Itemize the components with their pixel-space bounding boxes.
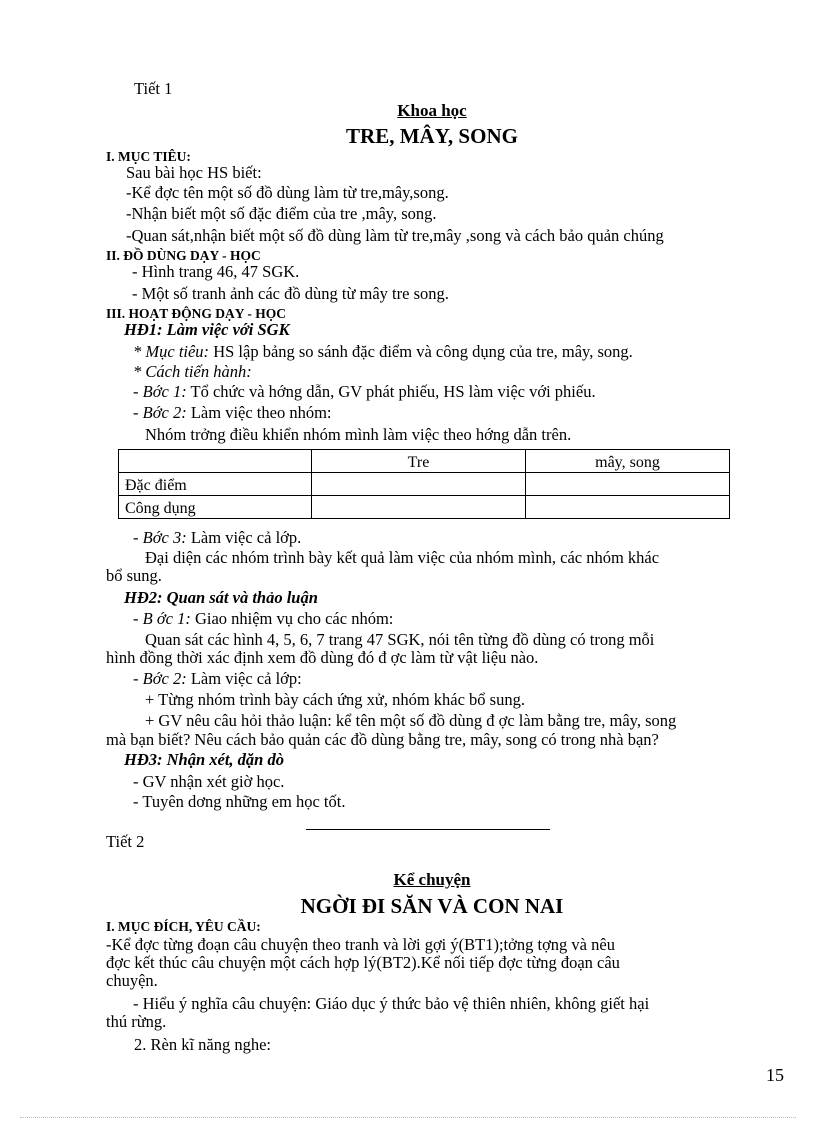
- period-label: Tiết 1: [134, 79, 173, 98]
- text-line: - Bớc 1: Tổ chức và hớng dẫn, GV phát phiếu, HS làm việc với phiếu.: [133, 382, 596, 401]
- table-cell: Đặc điểm: [119, 473, 312, 496]
- section-heading: I. MỤC ĐÍCH, YÊU CẦU:: [106, 919, 261, 934]
- text-line: -Kể đợc từng đoạn câu chuyện theo tranh và lời gợi ý(BT1);tởng tợng và nêu: [106, 935, 615, 954]
- text-line: + GV nêu câu hỏi thảo luận: kể tên một số đồ dùng đ ợc làm bằng tre, mây, song: [145, 711, 677, 730]
- text-line: Sau bài học HS biết:: [126, 163, 262, 182]
- activity-heading: HĐ1: Làm việc với SGK: [124, 320, 290, 339]
- table-cell: [312, 496, 526, 519]
- table-header-cell: mây, song: [526, 450, 730, 473]
- section-heading: III. HOẠT ĐỘNG DẠY - HỌC: [106, 306, 287, 321]
- table-cell: [526, 473, 730, 496]
- page-number: 15: [766, 1065, 784, 1085]
- text-line: -Quan sát,nhận biết một số đồ dùng làm từ tre,mây ,song và cách bảo quản chúng: [126, 226, 664, 245]
- text-line: * Cách tiến hành:: [133, 362, 252, 381]
- subject-title: Khoa học: [397, 101, 467, 120]
- table-header-cell: Tre: [312, 450, 526, 473]
- text-line: đợc kết thúc câu chuyện một cách hợp lý(BT2).Kể nối tiếp đợc từng đoạn câu: [106, 953, 620, 972]
- footer-divider: [20, 1117, 796, 1118]
- text-line: -Nhận biết một số đặc điểm của tre ,mây, song.: [126, 204, 437, 223]
- text-line: - GV nhận xét giờ học.: [133, 772, 285, 791]
- period-label: Tiết 2: [106, 832, 145, 851]
- text-line: thú rừng.: [106, 1012, 167, 1031]
- text-line: - Tuyên dơng những em học tốt.: [133, 792, 346, 811]
- text-line: - Một số tranh ảnh các đồ dùng từ mây tre song.: [132, 284, 449, 303]
- activity-heading: HĐ3: Nhận xét, dặn dò: [124, 750, 284, 769]
- activity-heading: HĐ2: Quan sát và thảo luận: [124, 588, 318, 607]
- table-row: [119, 496, 730, 519]
- lesson-title: TRE, MÂY, SONG: [346, 124, 518, 148]
- text-line: - Bớc 3: Làm việc cả lớp.: [133, 528, 302, 547]
- text-line: Nhóm trởng điều khiển nhóm mình làm việc theo hớng dẫn trên.: [145, 425, 572, 444]
- section-divider: [306, 829, 550, 830]
- table-cell: [312, 473, 526, 496]
- table-header-cell: [119, 450, 312, 473]
- section-heading: II. ĐỒ DÙNG DẠY - HỌC: [106, 248, 261, 263]
- text-line: * Mục tiêu: HS lập bảng so sánh đặc điểm và công dụng của tre, mây, song.: [133, 342, 633, 361]
- text-line: bổ sung.: [106, 566, 162, 585]
- table-header-row: [119, 450, 730, 473]
- text-line: mà bạn biết? Nêu cách bảo quản các đồ dùng bằng tre, mây, song có trong nhà bạn?: [106, 730, 659, 749]
- comparison-table: [118, 449, 730, 519]
- table-cell: Công dụng: [119, 496, 312, 519]
- section-heading: I. MỤC TIÊU:: [106, 149, 191, 164]
- table-cell: [526, 496, 730, 519]
- text-line: Đại diện các nhóm trình bày kết quả làm việc của nhóm mình, các nhóm khác: [145, 548, 660, 567]
- text-line: - Hình trang 46, 47 SGK.: [132, 262, 300, 281]
- text-line: 2. Rèn kĩ năng nghe:: [134, 1035, 272, 1054]
- text-line: Quan sát các hình 4, 5, 6, 7 trang 47 SGK, nói tên từng đồ dùng có trong mỗi: [145, 630, 655, 649]
- text-line: - B ớc 1: Giao nhiệm vụ cho các nhóm:: [133, 609, 394, 628]
- text-line: - Hiểu ý nghĩa câu chuyện: Giáo dục ý thức bảo vệ thiên nhiên, không giết hại: [133, 994, 650, 1013]
- text-line: -Kể đợc tên một số đồ dùng làm từ tre,mây,song.: [126, 183, 449, 202]
- text-line: - Bớc 2: Làm việc cả lớp:: [133, 669, 302, 688]
- text-line: - Bớc 2: Làm việc theo nhóm:: [133, 403, 332, 422]
- lesson-title: NGỜI ĐI SĂN VÀ CON NAI: [300, 894, 564, 918]
- text-line: hình đồng thời xác định xem đồ dùng đó đ ợc làm từ vật liệu nào.: [106, 648, 539, 667]
- subject-title: Kể chuyện: [393, 870, 471, 889]
- text-line: + Từng nhóm trình bày cách ứng xử, nhóm khác bổ sung.: [145, 690, 525, 709]
- text-line: chuyện.: [106, 971, 158, 990]
- table-row: [119, 473, 730, 496]
